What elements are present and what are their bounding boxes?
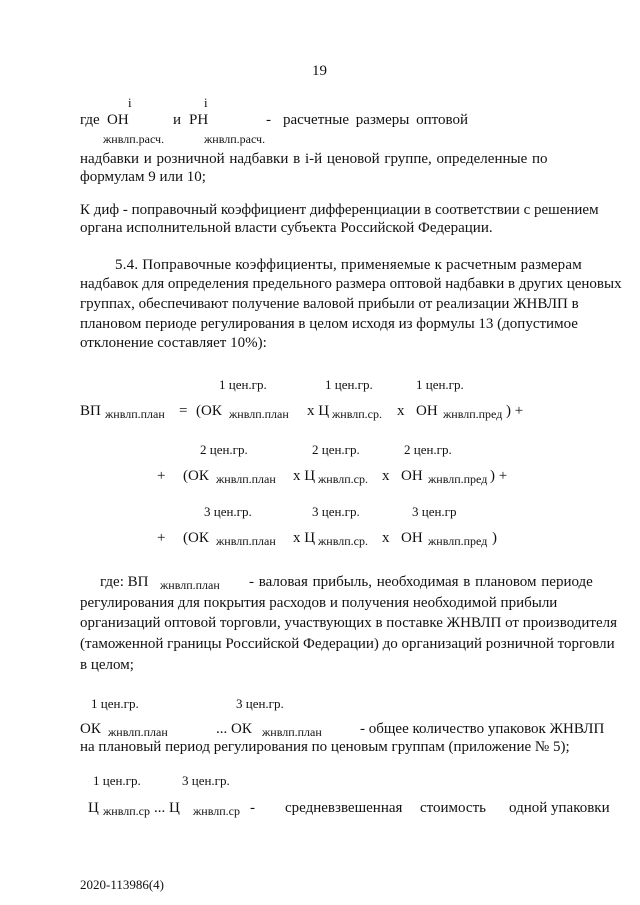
subscript-label: жнвлп.расч.	[103, 132, 165, 146]
definition-text: средневзвешенная	[285, 800, 403, 816]
footer-code: 2020-113986(4)	[80, 877, 165, 892]
subscript-label: жнвлп.пред	[443, 407, 503, 421]
price-group-label: 1 цен.гр.	[91, 696, 139, 711]
formula-times-c: х Ц	[307, 403, 330, 419]
price-group-label: 2 цен.гр.	[200, 442, 248, 457]
price-group-label: 2 цен.гр.	[312, 442, 360, 457]
formula-times-c: х Ц	[293, 530, 316, 546]
formula-times: х	[382, 468, 390, 484]
definition-vp-lead: где: ВП	[100, 574, 149, 590]
definition-text: организаций оптовой торговли, участвующих в поставке ЖНВЛП от производителя	[80, 615, 618, 631]
paragraph-line: группах, обеспечивают получение валовой прибыли от реализации ЖНВЛП в	[80, 296, 579, 312]
formula-ok: (ОК	[183, 468, 209, 484]
formula-on: ОН	[401, 468, 423, 484]
price-group-label: 3 цен.гр.	[312, 504, 360, 519]
formula-plus: +	[157, 468, 166, 484]
formula-ok: (ОК	[183, 530, 209, 546]
subscript-label: жнвлп.план	[262, 725, 322, 739]
definition-c: Ц	[88, 800, 99, 816]
definition-kdif: органа исполнительной власти субъекта Российской Федерации.	[80, 220, 493, 236]
formula-times-c: х Ц	[293, 468, 316, 484]
definition-text: - валовая прибыль, необходимая в плановом периоде	[249, 574, 593, 590]
subscript-label: жнвлп.план	[216, 472, 276, 486]
definition-text: одной упаковки	[509, 800, 610, 816]
definition-text: в целом;	[80, 657, 134, 673]
definition-text: регулирования для покрытия расходов и получения необходимой прибыли	[80, 595, 558, 611]
price-group-label: 3 цен.гр.	[236, 696, 284, 711]
term-and: и	[173, 112, 182, 128]
subscript-label: жнвлп.пред	[428, 534, 488, 548]
price-group-label: 3 цен.гр.	[204, 504, 252, 519]
subscript-label: жнвлп.план	[229, 407, 289, 421]
superscript-i: i	[204, 95, 208, 110]
subscript-label: жнвлп.план	[108, 725, 168, 739]
dash: -	[266, 112, 271, 128]
superscript-i: i	[128, 95, 132, 110]
subscript-label: жнвлп.ср.	[318, 534, 368, 548]
formula-on: ОН	[416, 403, 438, 419]
paragraph-line: 5.4. Поправочные коэффициенты, применяемые к расчетным размерам	[115, 257, 582, 273]
subscript-label: жнвлп.план	[216, 534, 276, 548]
formula-ok: (ОК	[196, 403, 222, 419]
definition-text: - общее количество упаковок ЖНВЛП	[360, 721, 605, 737]
formula-on: ОН	[401, 530, 423, 546]
definition-c: ... Ц	[154, 800, 180, 816]
formula-plus: +	[157, 530, 166, 546]
definition-text: на плановый период регулирования по ценовым группам (приложение № 5);	[80, 739, 570, 755]
subscript-label: жнвлп.ср	[193, 804, 240, 818]
formula-close-plus: ) +	[506, 403, 524, 419]
formula-close-plus: ) +	[490, 468, 508, 484]
subscript-label: жнвлп.расч.	[204, 132, 266, 146]
formula-vp: ВП	[80, 403, 101, 419]
formula-eq: =	[179, 403, 188, 419]
definition-text: (таможенной границы Российской Федерации) до организаций розничной торговли	[80, 636, 615, 652]
term-where: где	[80, 112, 100, 128]
paragraph-line: отклонение составляет 10%):	[80, 335, 267, 351]
definition-ok: ... ОК	[216, 721, 252, 737]
formula-times: х	[382, 530, 390, 546]
definition-ok: ОК	[80, 721, 101, 737]
dash: -	[250, 800, 255, 816]
definition-text: стоимость	[420, 800, 486, 816]
price-group-label: 1 цен.гр.	[325, 377, 373, 392]
price-group-label: 3 цен.гр	[412, 504, 457, 519]
subscript-label: жнвлп.план	[160, 578, 220, 592]
paragraph-line: надбавок для определения предельного размера оптовой надбавки в других ценовых	[80, 276, 622, 292]
subscript-label: жнвлп.ср	[103, 804, 150, 818]
price-group-label: 1 цен.гр.	[416, 377, 464, 392]
price-group-label: 2 цен.гр.	[404, 442, 452, 457]
price-group-label: 1 цен.гр.	[93, 773, 141, 788]
definition-text: надбавки и розничной надбавки в i-й ценовой группе, определенные по	[80, 151, 548, 167]
definition-kdif: К диф - поправочный коэффициент дифференциации в соответствии с решением	[80, 202, 599, 218]
subscript-label: жнвлп.ср.	[332, 407, 382, 421]
term-rn: РН	[189, 112, 209, 128]
formula-close: )	[492, 530, 497, 546]
definition-text: формулам 9 или 10;	[80, 169, 206, 185]
price-group-label: 3 цен.гр.	[182, 773, 230, 788]
subscript-label: жнвлп.план	[105, 407, 165, 421]
page-number: 19	[312, 63, 327, 79]
formula-times: х	[397, 403, 405, 419]
definition-text: расчетные размеры оптовой	[283, 112, 469, 128]
subscript-label: жнвлп.пред	[428, 472, 488, 486]
term-oh: ОН	[107, 112, 129, 128]
price-group-label: 1 цен.гр.	[219, 377, 267, 392]
paragraph-line: плановом периоде регулирования в целом исходя из формулы 13 (допустимое	[80, 316, 578, 332]
subscript-label: жнвлп.ср.	[318, 472, 368, 486]
